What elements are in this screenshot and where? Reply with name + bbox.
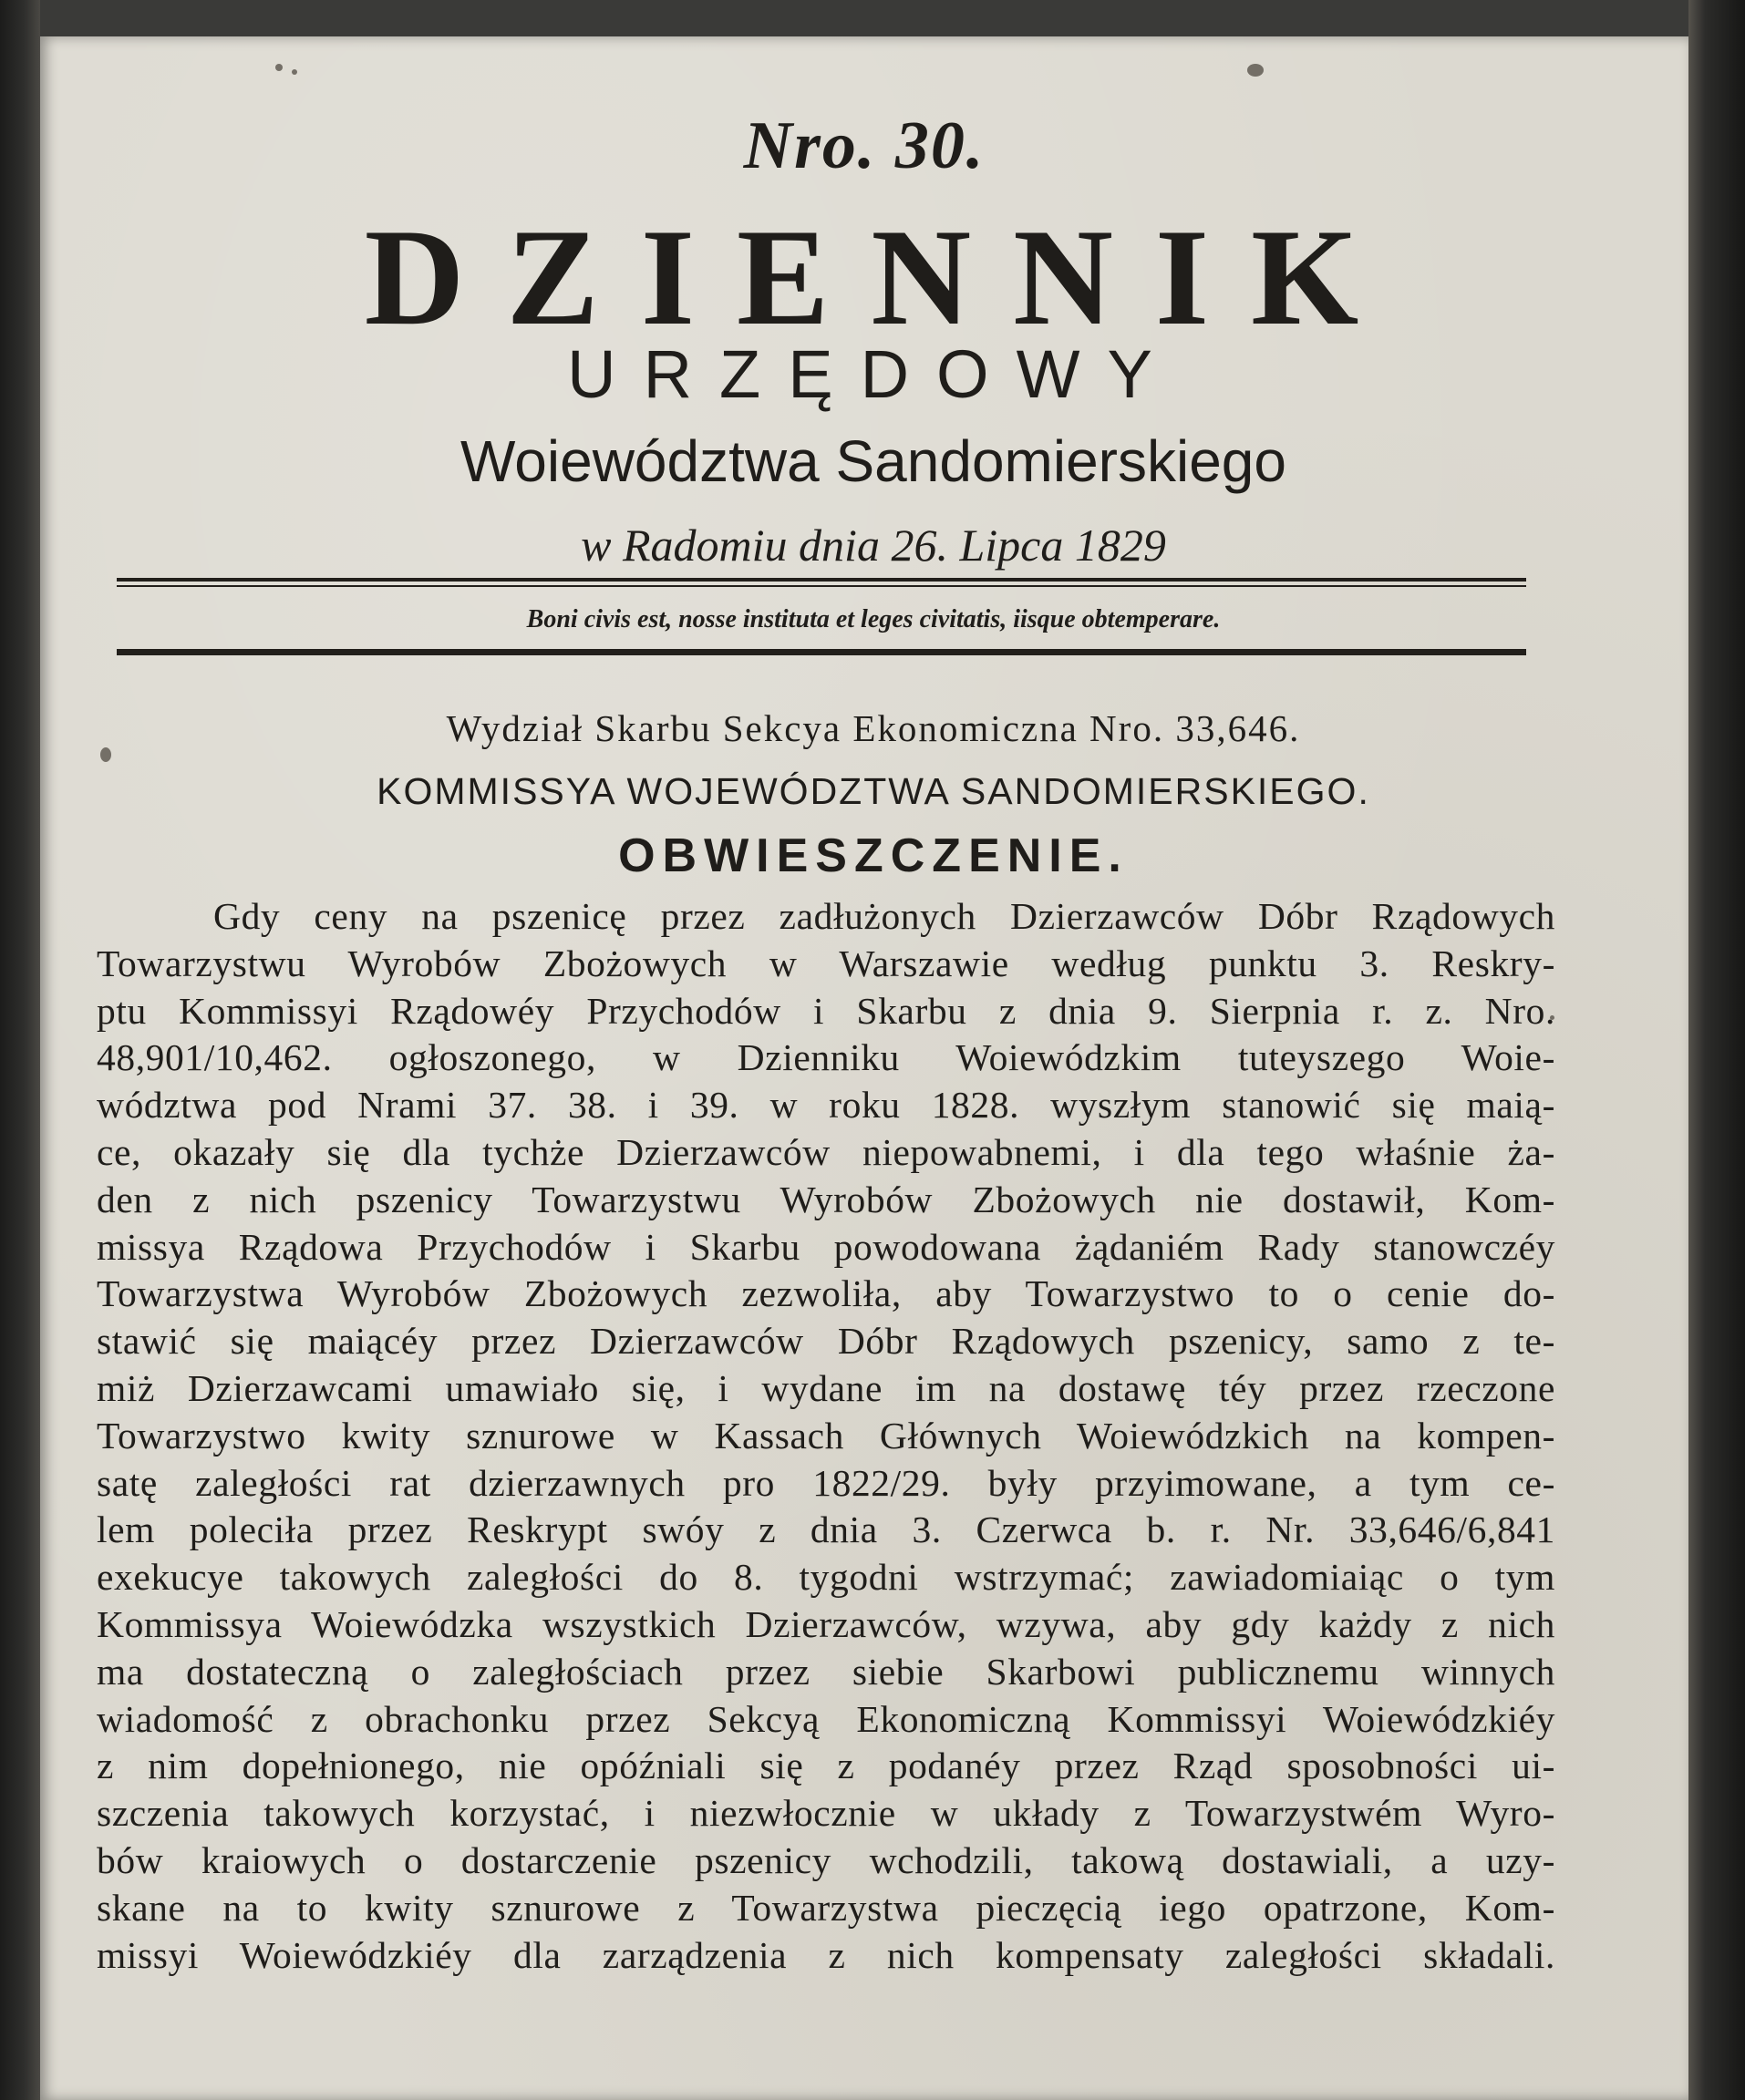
body-line: miż Dzierzawcami umawiało się, i wydane im na dostawę téy przez rzeczone	[97, 1366, 1555, 1409]
body-line: Gdy ceny na pszenicę przez zadłużonych Dzierzawców Dóbr Rządowych	[213, 895, 1555, 937]
ink-speck	[1247, 64, 1264, 77]
scan-edge-left	[0, 0, 40, 2100]
commission-heading: KOMMISSYA WOJEWÓDZTWA SANDOMIERSKIEGO.	[377, 770, 1370, 812]
notice-body	[97, 893, 1555, 1979]
body-line: lem poleciła przez Reskrypt swóy z dnia 3. Czerwca b. r. Nr. 33,646/6,841	[97, 1508, 1555, 1551]
body-line: exekucye takowych zaległości do 8. tygodni wstrzymać; zawiadomiaiąc o tym	[97, 1556, 1555, 1599]
ink-speck	[275, 64, 283, 71]
body-line: missya Rządowa Przychodów i Skarbu powodowana żądaniém Rady stanowczéy	[97, 1225, 1555, 1268]
body-line: Kommissya Woiewódzka wszystkich Dzierzawców, wzywa, aby gdy każdy z nich	[97, 1602, 1555, 1645]
body-line: skane na to kwity sznurowe z Towarzystwa pieczęcią iego opatrzone, Kom-	[97, 1886, 1555, 1929]
body-line: satę zaległości rat dzierzawnych pro 1822/29. były przyimowane, a tym ce-	[97, 1461, 1555, 1504]
body-line: missyi Woiewódzkiéy dla zarządzenia z nich kompensaty zaległości składali.	[97, 1933, 1555, 1976]
body-line: z nim dopełnionego, nie opóźniali się z podanéy przez Rząd sposobności ui-	[97, 1745, 1555, 1787]
bottom-rule	[117, 649, 1526, 655]
top-rule	[117, 578, 1526, 582]
body-line: wództwa pod Nrami 37. 38. i 39. w roku 1828. wyszłym stanowić się maią-	[97, 1084, 1555, 1127]
masthead-subtitle: URZĘDOWY	[567, 336, 1180, 412]
notice-title: OBWIESZCZENIE.	[618, 829, 1129, 882]
body-line: bów kraiowych o dostarczenie pszenicy wchodzili, takową dostawiali, a uzy-	[97, 1838, 1555, 1881]
body-line: Towarzystwa Wyrobów Zbożowych zezwoliła, aby Towarzystwo to o cenie do-	[97, 1272, 1555, 1315]
top-rule-thin	[117, 585, 1526, 587]
body-line: Towarzystwu Wyrobów Zbożowych w Warszawie według punktu 3. Reskry-	[97, 942, 1555, 984]
body-line: stawić się maiącéy przez Dzierzawców Dóbr Rządowych pszenicy, samo z te-	[97, 1320, 1555, 1363]
motto: Boni civis est, nosse instituta et leges civitatis, iisque obtemperare.	[526, 605, 1221, 633]
body-line: ptu Kommissyi Rządowéy Przychodów i Skarbu z dnia 9. Sierpnia r. z. Nro.	[97, 989, 1555, 1032]
issue-number: Nro. 30.	[743, 108, 986, 183]
scan-edge-right	[1688, 0, 1745, 2100]
body-line: Towarzystwo kwity sznurowe w Kassach Głównych Woiewódzkich na kompen-	[97, 1414, 1555, 1457]
body-line: ma dostateczną o zaległościach przez siebie Skarbowi publicznemu winnych	[97, 1650, 1555, 1693]
body-line: ce, okazały się dla tychże Dzierzawców niepowabnemi, i dla tego właśnie ża-	[97, 1130, 1555, 1173]
ink-speck	[292, 69, 297, 75]
region-heading: Woiewództwa Sandomierskiego	[460, 428, 1286, 494]
body-line: 48,901/10,462. ogłoszonego, w Dzienniku Woiewódzkim tuteyszego Woie-	[97, 1036, 1555, 1079]
newspaper-page	[40, 36, 1688, 2100]
body-line: wiadomość z obrachonku przez Sekcyą Ekonomiczną Kommissyi Woiewódzkiéy	[97, 1697, 1555, 1740]
body-line: den z nich pszenicy Towarzystwu Wyrobów Zbożowych nie dostawił, Kom-	[97, 1178, 1555, 1220]
dateline: w Radomiu dnia 26. Lipca 1829	[581, 520, 1166, 571]
department-line: Wydział Skarbu Sekcya Ekonomiczna Nro. 33,646.	[446, 707, 1301, 749]
body-line: szczenia takowych korzystać, i niezwłocznie w układy z Towarzystwém Wyro-	[97, 1792, 1555, 1835]
masthead-title: DZIENNIK	[364, 201, 1401, 354]
